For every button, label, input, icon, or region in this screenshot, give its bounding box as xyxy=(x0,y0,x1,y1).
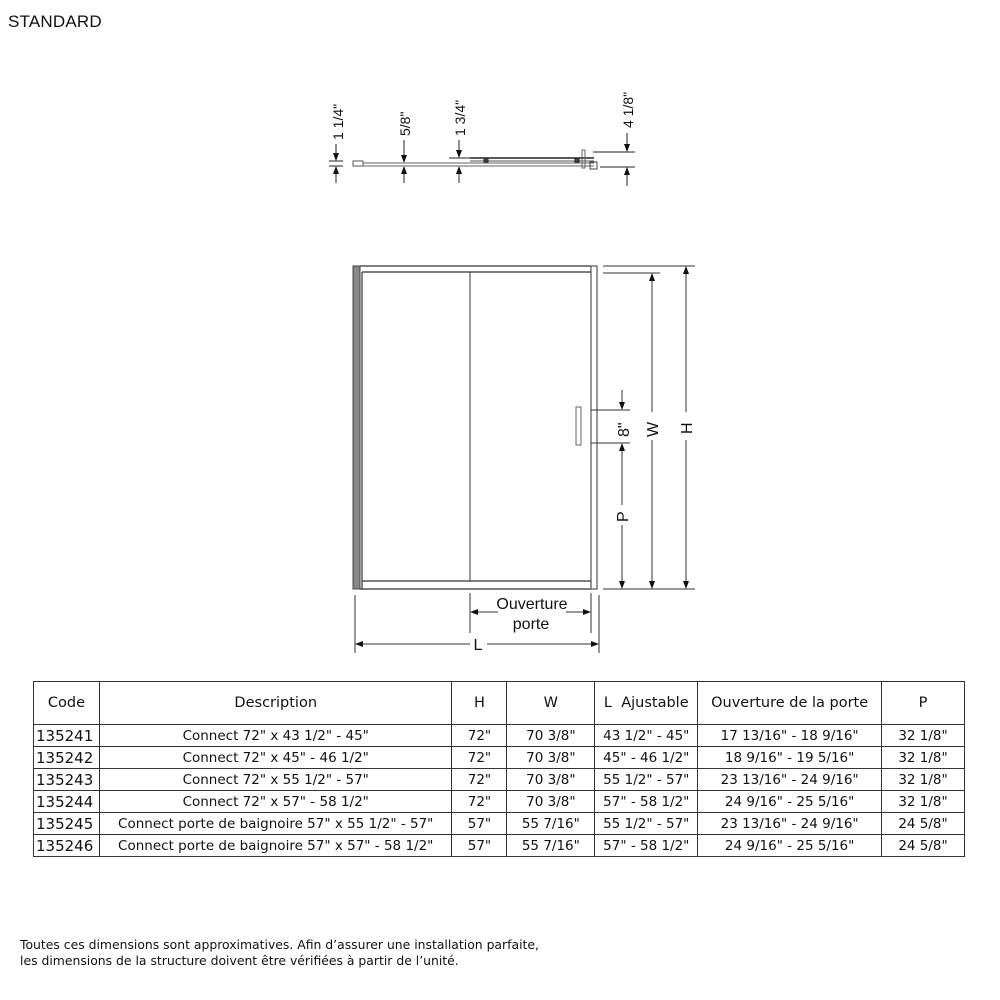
cell-w: 55 7/16" xyxy=(507,813,595,835)
cell-code: 135246 xyxy=(34,835,100,857)
header-code: Code xyxy=(34,682,100,725)
cell-opening: 23 13/16" - 24 9/16" xyxy=(698,769,882,791)
header-p: P xyxy=(882,682,965,725)
front-view-labels xyxy=(474,421,696,654)
cell-p: 24 5/8" xyxy=(882,835,965,857)
header-l-ajustable: L Ajustable xyxy=(595,682,698,725)
cell-h: 57" xyxy=(452,813,507,835)
front-view xyxy=(353,266,695,653)
disclaimer-note xyxy=(20,937,539,969)
dim-H: H xyxy=(679,422,696,434)
top-view-labels xyxy=(330,92,636,140)
cell-p: 24 5/8" xyxy=(882,813,965,835)
note-line-1: Toutes ces dimensions sont approximatives. Afin d’assurer une installation parfaite, xyxy=(20,937,539,952)
cell-l: 55 1/2" - 57" xyxy=(595,769,698,791)
cell-l: 57" - 58 1/2" xyxy=(595,835,698,857)
dim-W: W xyxy=(645,421,662,437)
cell-code: 135245 xyxy=(34,813,100,835)
dim-5-8: 5/8" xyxy=(397,111,413,136)
table-row xyxy=(34,791,965,813)
cell-code: 135243 xyxy=(34,769,100,791)
header-h: H xyxy=(452,682,507,725)
cell-code: 135244 xyxy=(34,791,100,813)
cell-description: Connect porte de baignoire 57" x 57" - 58 1/2" xyxy=(99,835,451,857)
cell-h: 72" xyxy=(452,791,507,813)
dim-P: P xyxy=(615,511,632,522)
cell-w: 70 3/8" xyxy=(507,769,595,791)
cell-h: 72" xyxy=(452,747,507,769)
dim-1-1-4: 1 1/4" xyxy=(330,103,346,140)
cell-w: 70 3/8" xyxy=(507,725,595,747)
cell-opening: 18 9/16" - 19 5/16" xyxy=(698,747,882,769)
opening-label-1: Ouverture xyxy=(496,596,568,613)
table-row xyxy=(34,813,965,835)
specifications-table xyxy=(33,681,965,857)
cell-opening: 23 13/16" - 24 9/16" xyxy=(698,813,882,835)
header-opening: Ouverture de la porte xyxy=(698,682,882,725)
cell-p: 32 1/8" xyxy=(882,791,965,813)
header-description: Description xyxy=(99,682,451,725)
dim-1-3-4: 1 3/4" xyxy=(452,99,468,136)
cell-code: 135241 xyxy=(34,725,100,747)
cell-opening: 24 9/16" - 25 5/16" xyxy=(698,835,882,857)
cell-w: 70 3/8" xyxy=(507,747,595,769)
table-row xyxy=(34,725,965,747)
cell-opening: 24 9/16" - 25 5/16" xyxy=(698,791,882,813)
cell-h: 57" xyxy=(452,835,507,857)
cell-w: 70 3/8" xyxy=(507,791,595,813)
dim-4-1-8: 4 1/8" xyxy=(620,91,636,128)
cell-code: 135242 xyxy=(34,747,100,769)
opening-label-2: porte xyxy=(512,616,550,633)
page-title: STANDARD xyxy=(8,12,102,31)
cell-l: 45" - 46 1/2" xyxy=(595,747,698,769)
table-row xyxy=(34,747,965,769)
dim-L: L xyxy=(473,637,483,654)
table-header-row xyxy=(34,682,965,725)
cell-l: 57" - 58 1/2" xyxy=(595,791,698,813)
cell-description: Connect 72" x 43 1/2" - 45" xyxy=(99,725,451,747)
cell-h: 72" xyxy=(452,769,507,791)
cell-description: Connect 72" x 55 1/2" - 57" xyxy=(99,769,451,791)
cell-description: Connect 72" x 57" - 58 1/2" xyxy=(99,791,451,813)
cell-h: 72" xyxy=(452,725,507,747)
cell-l: 55 1/2" - 57" xyxy=(595,813,698,835)
cell-p: 32 1/8" xyxy=(882,725,965,747)
cell-w: 55 7/16" xyxy=(507,835,595,857)
handle xyxy=(576,407,581,445)
cell-p: 32 1/8" xyxy=(882,747,965,769)
cell-p: 32 1/8" xyxy=(882,769,965,791)
dim-handle-8: 8" xyxy=(616,422,633,437)
top-view xyxy=(329,133,635,186)
table-row xyxy=(34,769,965,791)
table-row xyxy=(34,835,965,857)
cell-description: Connect 72" x 45" - 46 1/2" xyxy=(99,747,451,769)
cell-opening: 17 13/16" - 18 9/16" xyxy=(698,725,882,747)
header-w: W xyxy=(507,682,595,725)
note-line-2: les dimensions de la structure doivent être vérifiées à partir de l’unité. xyxy=(20,953,459,968)
cell-l: 43 1/2" - 45" xyxy=(595,725,698,747)
cell-description: Connect porte de baignoire 57" x 55 1/2" - 57" xyxy=(99,813,451,835)
